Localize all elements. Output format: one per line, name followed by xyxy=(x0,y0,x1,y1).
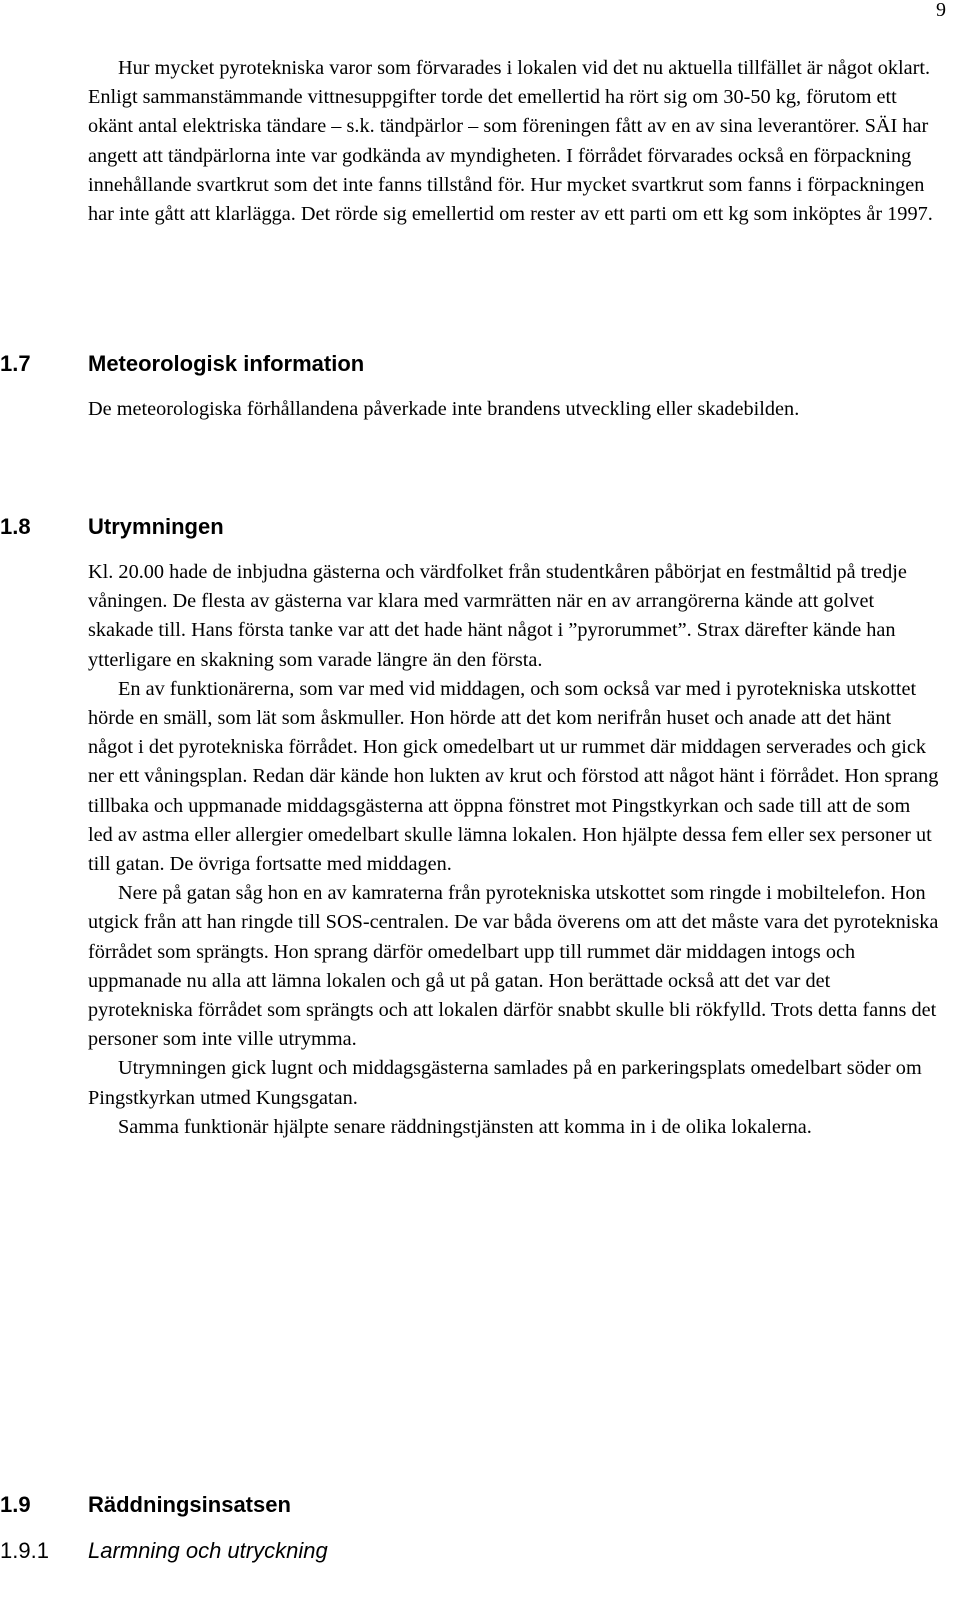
section-1-7-text xyxy=(88,395,940,424)
intro-text xyxy=(88,54,940,229)
subsection-number: 1.9.1 xyxy=(0,1538,49,1563)
page-number: 9 xyxy=(936,0,946,21)
paragraph: Kl. 20.00 hade de inbjudna gästerna och värdfolket från studentkåren påbörjat en festmåltid på tredje våningen. De flesta av gästerna var klara med varmrätten när en av arrangörerna kände att golvet skakade till. Hans första tanke var att det hade hänt något i ”pyrorummet”. Strax därefter kände han ytterligare en skakning som varade längre än den första. xyxy=(88,561,907,671)
section-number: 1.9 xyxy=(0,1492,31,1517)
section-number: 1.7 xyxy=(0,351,31,376)
subsection-heading-1-9-1 xyxy=(0,1538,328,1564)
section-heading-1-9 xyxy=(0,1492,291,1518)
paragraph: Utrymningen gick lugnt och middagsgästerna samlades på en parkeringsplats omedelbart söder om Pingstkyrkan utmed Kungsgatan. xyxy=(88,1057,922,1109)
section-1-8-text xyxy=(88,558,940,1142)
paragraph: En av funktionärerna, som var med vid middagen, och som också var med i pyrotekniska utskottet hörde en smäll, som lät som åskmuller. Hon hörde att det kom nerifrån huset och anade att det hänt något i det pyrotekniska förrådet. Hon gick omedelbart ut ur rummet där middagen serverades och gick ner ett våningsplan. Redan där kände hon lukten av krut och förstod att något hänt i förrådet. Hon sprang tillbaka och uppmanade middagsgästerna att öppna fönstret mot Pingstkyrkan och sade till att de som led av astma eller allergier omedelbart skulle lämna lokalen. Hon hjälpte dessa fem eller sex personer ut till gatan. De övriga fortsatte med middagen. xyxy=(88,677,939,876)
section-title: Meteorologisk information xyxy=(88,351,365,376)
paragraph: Nere på gatan såg hon en av kamraterna från pyrotekniska utskottet som ringde i mobiltelefon. Hon utgick från att han ringde till SOS-centralen. De var båda överens om att det måste vara det pyrotekniska förrådet som sprängts. Hon sprang därför omedelbart upp till rummet där middagen intogs och uppmanade nu alla att lämna lokalen och gå ut på gatan. Hon berättade också att det var det pyrotekniska förrådet som sprängts och att lokalen därför snabbt skulle bli rökfylld. Trots detta fanns det personer som inte ville utrymma. xyxy=(88,882,939,1051)
section-title: Räddningsinsatsen xyxy=(88,1492,291,1517)
subsection-title: Larmning och utryckning xyxy=(88,1538,328,1563)
section-heading-1-8 xyxy=(0,514,224,540)
intro-paragraph: Hur mycket pyrotekniska varor som förvarades i lokalen vid det nu aktuella tillfället är något oklart. Enligt sammanstämmande vittnesuppgifter torde det emellertid ha rört sig om 30-50 kg, förutom ett okänt antal elektriska tändare – s.k. tändpärlor – som föreningen fått av en av sina leverantörer. SÄI har angett att tändpärlorna inte var godkända av myndigheten. I förrådet förvarades också en förpackning innehållande svartkrut som det inte fanns tillstånd för. Hur mycket svartkrut som fanns i förpackningen har inte gått att klarlägga. Det rörde sig emellertid om rester av ett parti om ett kg som inköptes år 1997. xyxy=(88,57,933,226)
section-heading-1-7 xyxy=(0,351,364,377)
paragraph: De meteorologiska förhållandena påverkade inte brandens utveckling eller skadebilden. xyxy=(88,398,800,420)
paragraph: Samma funktionär hjälpte senare räddningstjänsten att komma in i de olika lokalerna. xyxy=(118,1115,812,1138)
section-number: 1.8 xyxy=(0,514,31,539)
section-title: Utrymningen xyxy=(88,514,224,539)
